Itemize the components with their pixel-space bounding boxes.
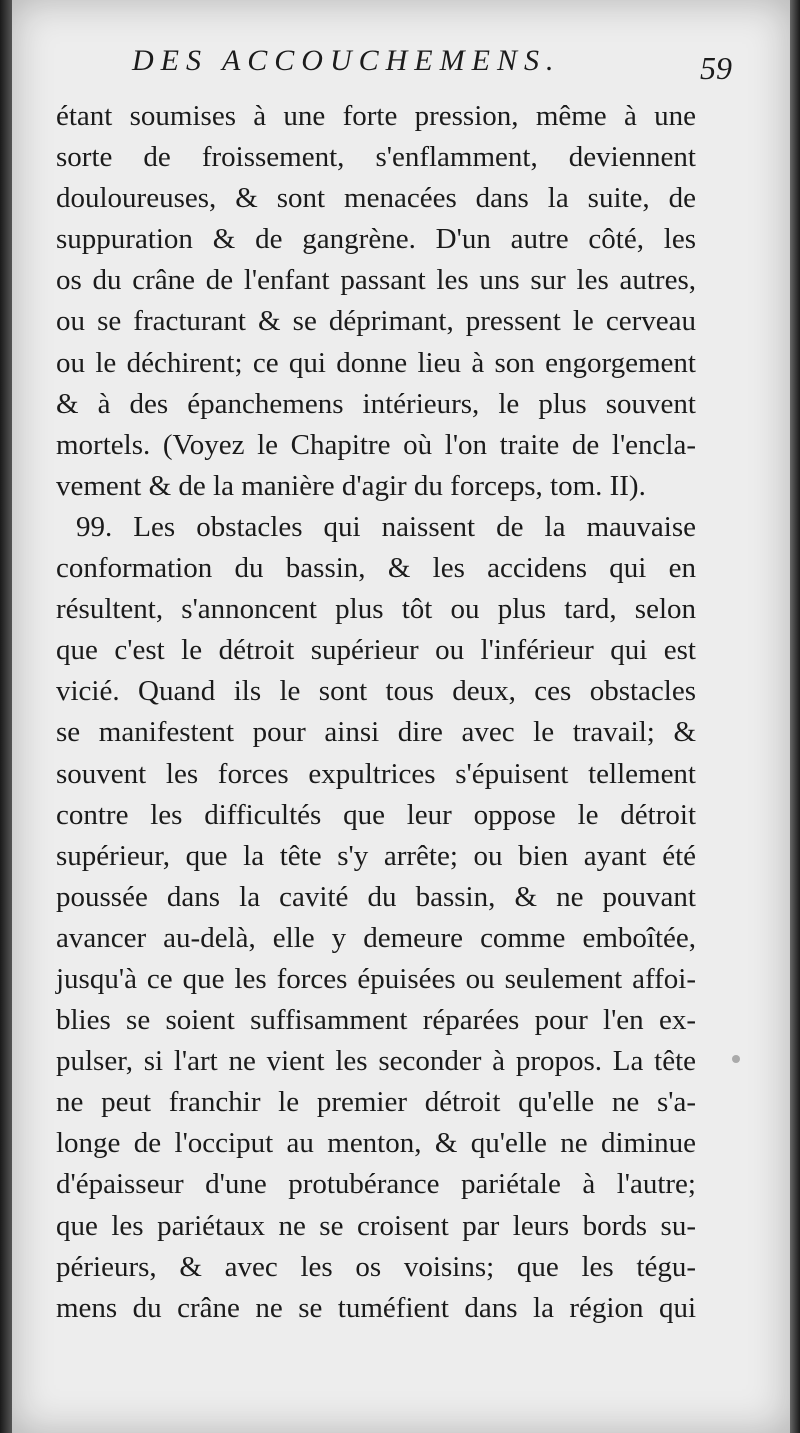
paragraph-start-line: 99. Les obstacles qui naissent de la mauvaise	[76, 510, 696, 543]
text-line: blies se soient suffisamment réparées pour l'en ex-	[56, 1004, 696, 1037]
text-line: longe de l'occiput au menton, & qu'elle ne diminue	[56, 1127, 696, 1160]
text-line: os du crâne de l'enfant passant les uns sur les autres,	[56, 264, 696, 297]
body-text	[56, 96, 696, 1329]
text-line: ne peut franchir le premier détroit qu'elle ne s'a-	[56, 1086, 696, 1119]
text-line: pulser, si l'art ne vient les seconder à propos. La tête	[56, 1045, 696, 1078]
text-line: que c'est le détroit supérieur ou l'inférieur qui est	[56, 634, 696, 667]
text-line: supérieur, que la tête s'y arrête; ou bien ayant été	[56, 839, 696, 872]
ink-smudge	[732, 1055, 740, 1063]
text-line: poussée dans la cavité du bassin, & ne pouvant	[56, 880, 696, 913]
text-line: vicié. Quand ils le sont tous deux, ces obstacles	[56, 675, 696, 708]
text-line: jusqu'à ce que les forces épuisées ou seulement affoi-	[56, 962, 696, 995]
text-line: contre les difficultés que leur oppose le détroit	[56, 798, 696, 831]
text-line: avancer au-delà, elle y demeure comme emboîtée,	[56, 921, 696, 954]
scan-right-edge	[790, 0, 800, 1433]
text-line: étant soumises à une forte pression, même à une	[56, 100, 696, 132]
text-line: que les pariétaux ne se croisent par leurs bords su-	[56, 1209, 696, 1242]
text-line: ou le déchirent; ce qui donne lieu à son engorgement	[56, 346, 696, 379]
text-line: vement & de la manière d'agir du forceps, tom. II).	[56, 469, 646, 502]
text-line: sorte de froissement, s'enflamment, deviennent	[56, 141, 696, 174]
text-line: conformation du bassin, & les accidens qui en	[56, 552, 696, 585]
text-line: mens du crâne ne se tuméfient dans la région qui	[56, 1291, 696, 1324]
text-line: douloureuses, & sont menacées dans la suite, de	[56, 182, 696, 215]
text-line: ou se fracturant & se déprimant, pressent le cerveau	[56, 305, 696, 338]
text-line: mortels. (Voyez le Chapitre où l'on traite de l'encla-	[56, 428, 696, 461]
text-line: souvent les forces expultrices s'épuisent tellement	[56, 757, 696, 790]
scan-left-edge	[0, 0, 12, 1433]
text-line: & à des épanchemens intérieurs, le plus souvent	[56, 387, 696, 420]
book-page	[12, 0, 790, 1433]
text-line: d'épaisseur d'une protubérance pariétale à l'autre;	[56, 1168, 696, 1201]
text-line: suppuration & de gangrène. D'un autre côté, les	[56, 223, 696, 256]
page-number: 59	[700, 50, 732, 86]
text-line: périeurs, & avec les os voisins; que les tégu-	[56, 1250, 696, 1283]
running-head: DES ACCOUCHEMENS.	[132, 44, 561, 77]
text-line: résultent, s'annoncent plus tôt ou plus tard, selon	[56, 593, 696, 626]
text-line: se manifestent pour ainsi dire avec le travail; &	[56, 716, 696, 749]
page-header	[132, 40, 732, 90]
